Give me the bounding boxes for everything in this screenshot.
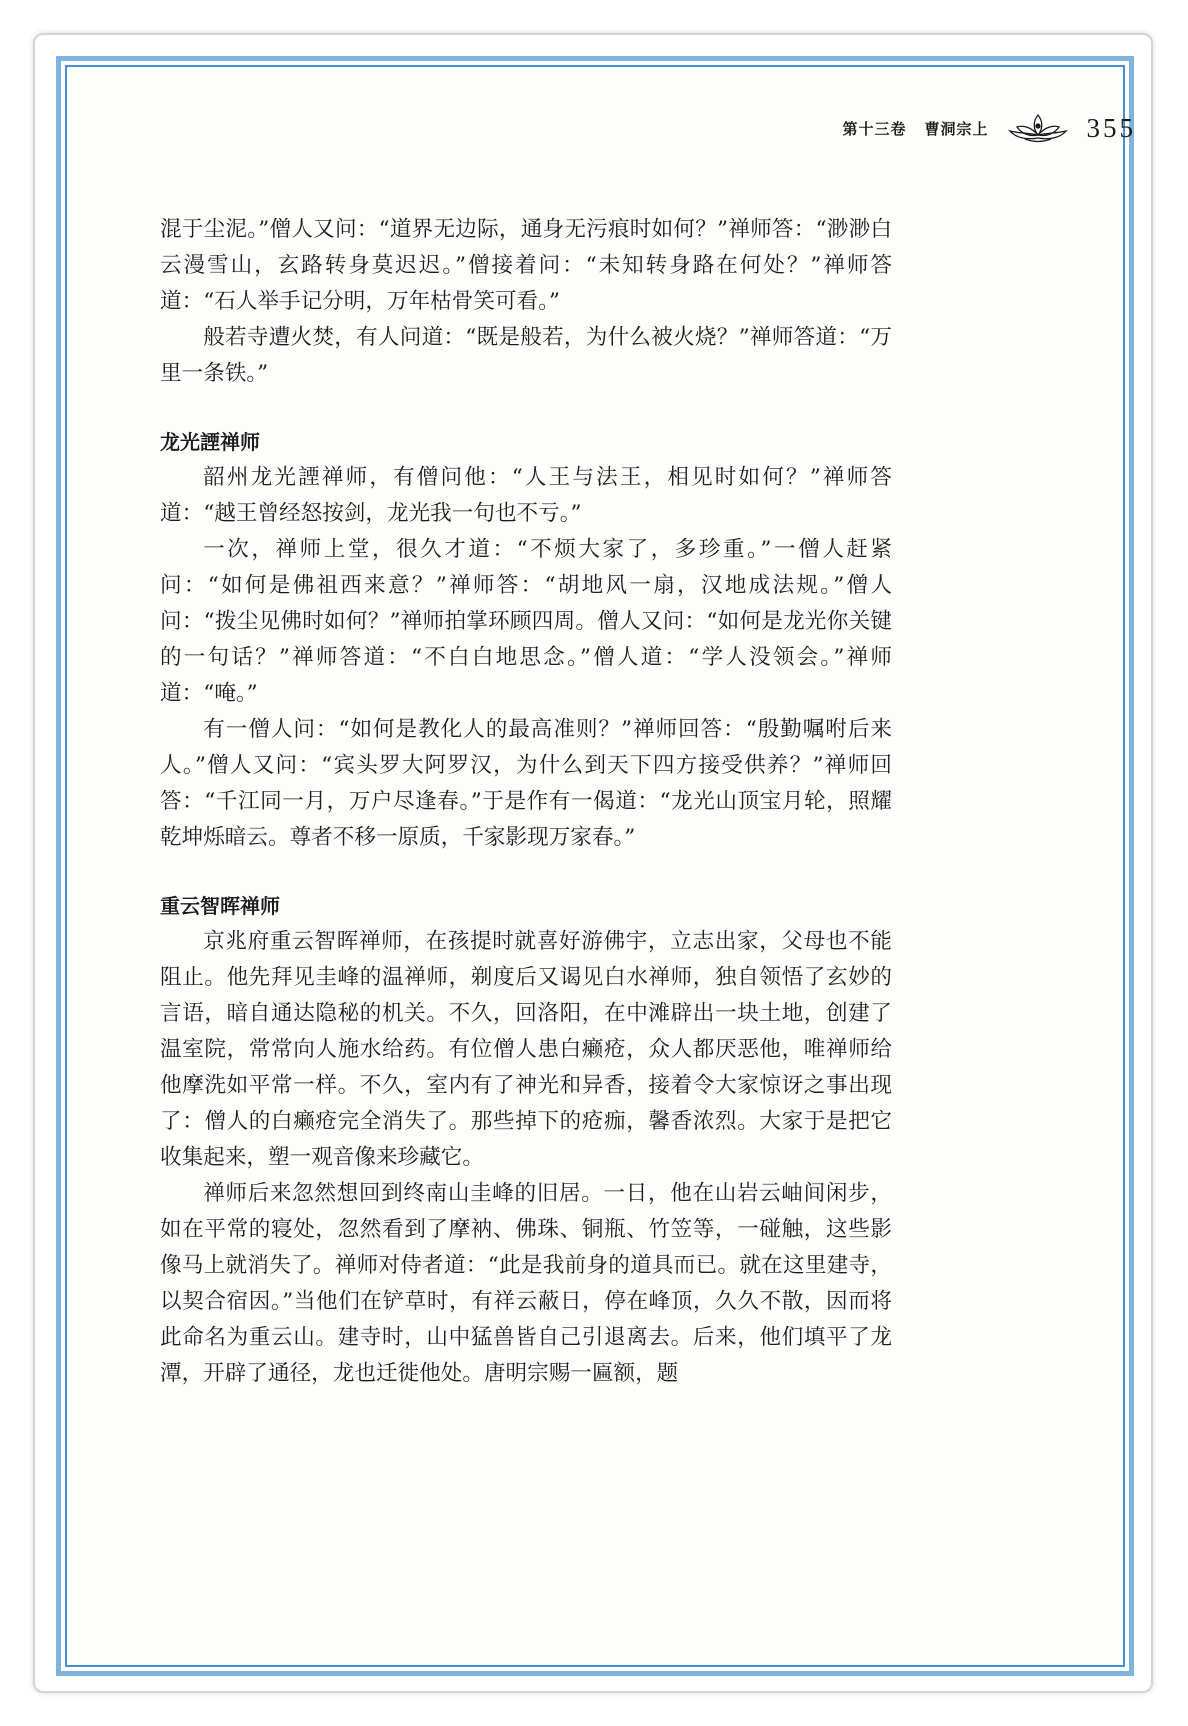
paragraph: 一次，禅师上堂，很久才道：“不烦大家了，多珍重。”一僧人赶紧问：“如何是佛祖西来意？”禅师答：“胡地风一扇，汉地成法规。”僧人问：“拨尘见佛时如何？”禅师拍掌环顾四周。僧人又问：“如何是龙光你关键的一句话？”禅师答道：“不白白地思念。”僧人道：“学人没领会。”禅师道：“唵。”: [160, 537, 892, 706]
paragraph: 禅师后来忽然想回到终南山圭峰的旧居。一日，他在山岩云岫间闲步，如在平常的寝处，忽然看到了摩衲、佛珠、铜瓶、竹笠等，一碰触，这些影像马上就消失了。禅师对侍者道：“此是我前身的道具而已。就在这里建寺，以契合宿因。”当他们在铲草时，有祥云蔽日，停在峰顶，久久不散，因而将此命名为重云山。建寺时，山中猛兽皆自己引退离去。后来，他们填平了龙潭，开辟了通径，龙也迁徙他处。唐明宗赐一匾额，题: [160, 1181, 892, 1386]
paragraph: 有一僧人问：“如何是教化人的最高准则？”禅师回答：“殷勤嘱咐后来人。”僧人又问：“宾头罗大阿罗汉，为什么到天下四方接受供养？”禅师回答：“千江同一月，万户尽逢春。”于是作有一偈道：“龙光山顶宝月轮，照耀乾坤烁暗云。尊者不移一原质，千家影现万家春。”: [160, 717, 892, 850]
section-title: 龙光諲禅师: [160, 430, 260, 454]
running-header: [0, 108, 1136, 148]
lotus-ornament-icon: [1007, 111, 1069, 145]
page-body: [160, 212, 892, 1392]
paragraph: 韶州龙光諲禅师，有僧问他：“人王与法王，相见时如何？”禅师答道：“越王曾经怒按剑，龙光我一句也不亏。”: [160, 465, 892, 526]
paragraph: 般若寺遭火焚，有人问道：“既是般若，为什么被火烧？”禅师答道：“万里一条铁。”: [160, 325, 892, 386]
paragraph: 京兆府重云智晖禅师，在孩提时就喜好游佛宇，立志出家，父母也不能阻止。他先拜见圭峰的温禅师，剃度后又谒见白水禅师，独自领悟了玄妙的言语，暗自通达隐秘的机关。不久，回洛阳，在中滩辟出一块土地，创建了温室院，常常向人施水给药。有位僧人患白癞疮，众人都厌恶他，唯禅师给他摩洗如平常一样。不久，室内有了神光和异香，接着令大家惊讶之事出现了：僧人的白癞疮完全消失了。那些掉下的疮痂，馨香浓烈。大家于是把它收集起来，塑一观音像来珍藏它。: [160, 929, 892, 1170]
page-number: 355: [1086, 112, 1136, 143]
header-volume: 第十三卷: [842, 119, 907, 138]
section-title: 重云智晖禅师: [160, 894, 280, 918]
header-section: 曹洞宗上: [924, 119, 989, 138]
paragraph: 混于尘泥。”僧人又问：“道界无边际，通身无污痕时如何？”禅师答：“渺渺白云漫雪山，玄路转身莫迟迟。”僧接着问：“未知转身路在何处？”禅师答道：“石人举手记分明，万年枯骨笑可看。”: [160, 217, 892, 314]
